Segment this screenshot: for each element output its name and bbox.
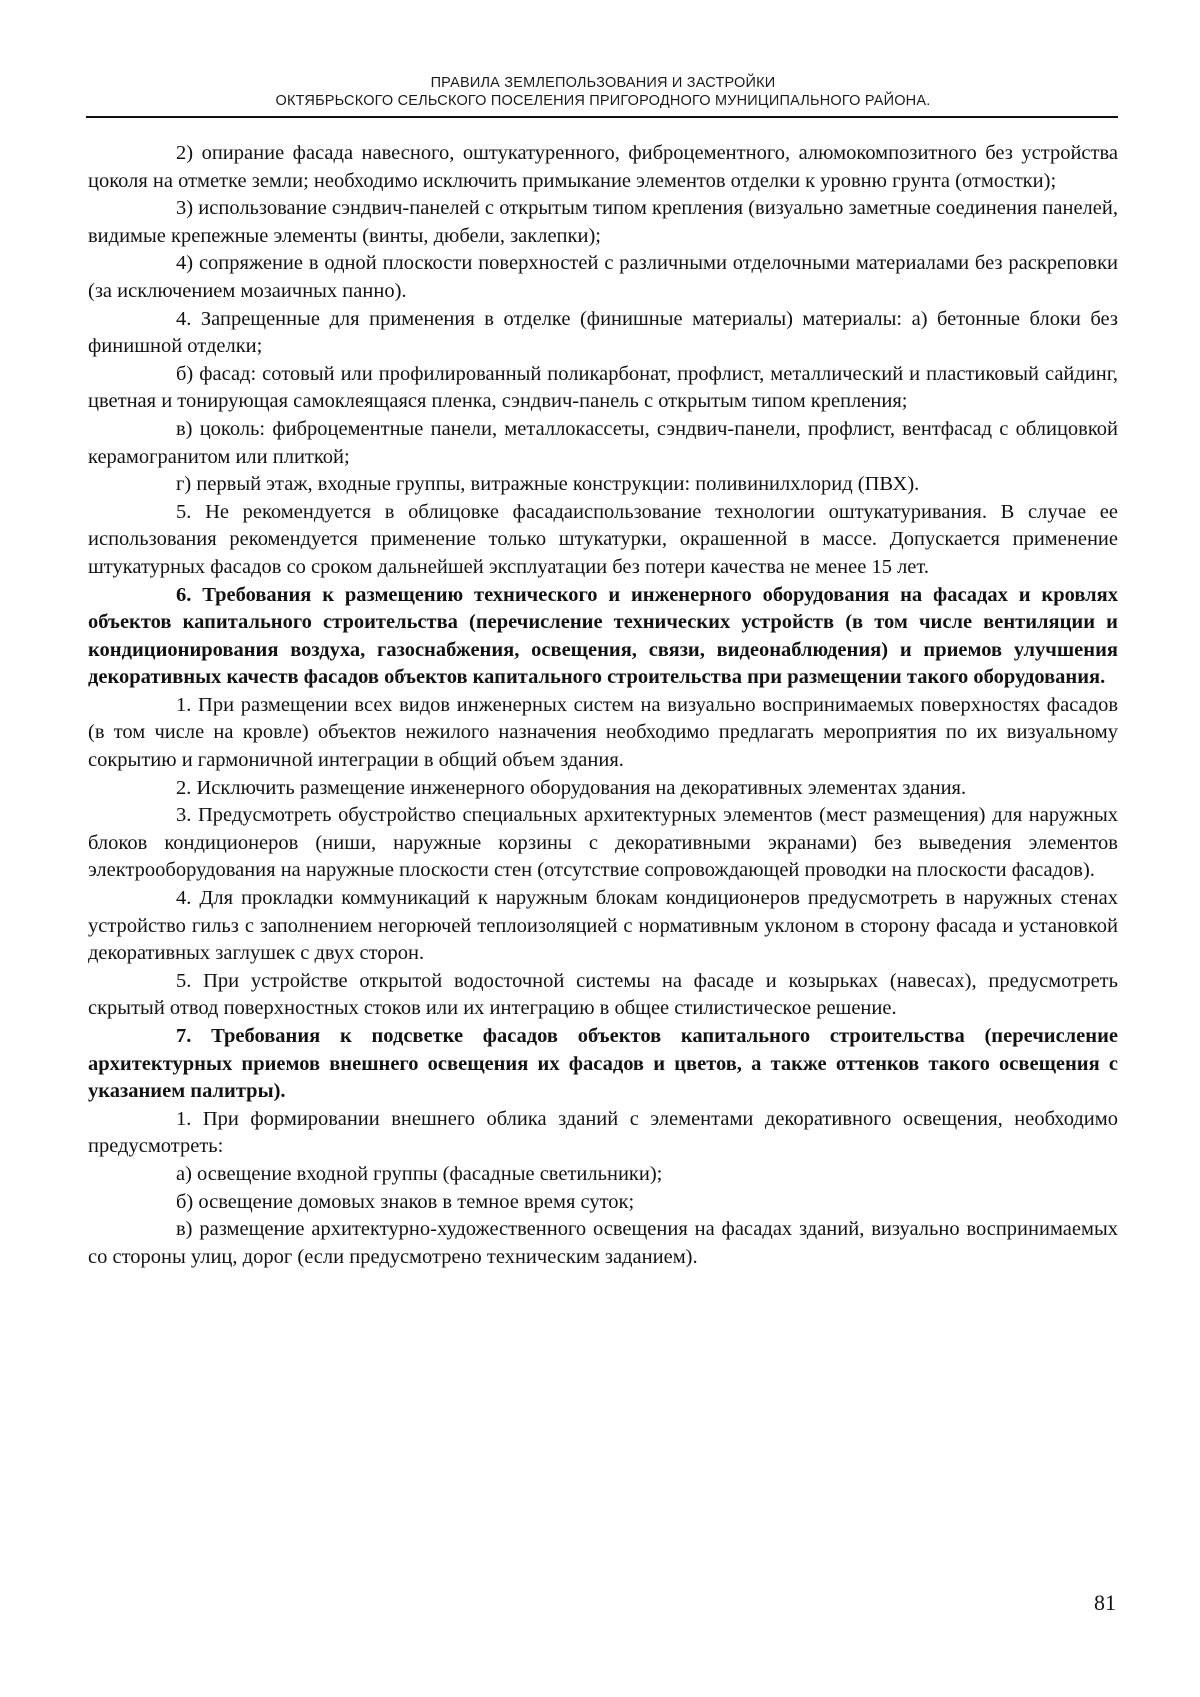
paragraph: г) первый этаж, входные группы, витражные конструкции: поливинилхлорид (ПВХ). [176,473,920,496]
paragraph: 2. Исключить размещение инженерного оборудования на декоративных элементах здания. [176,776,967,799]
paragraph: 1. При формировании внешнего облика зданий с элементами декоративного освещения, необходимо предусмотреть: [88,1107,1118,1158]
paragraph: 4. Для прокладки коммуникаций к наружным блокам кондиционеров предусмотреть в наружных стенах устройство гильз с заполнением негорючей теплоизоляцией с нормативным уклоном в сторону фасада и установкой декоративных заглушек с двух сторон. [88,887,1118,965]
paragraph: 4) сопряжение в одной плоскости поверхностей с различными отделочными материалами без раскреповки (за исключением мозаичных панно). [88,252,1118,302]
paragraph: в) цоколь: фиброцементные панели, металлокассеты, сэндвич-панели, профлист, вентфасад с облицовкой керамогранитом или плиткой; [88,417,1118,468]
header-line-1: ПРАВИЛА ЗЕМЛЕПОЛЬЗОВАНИЯ И ЗАСТРОЙКИ [430,75,776,91]
section-heading: 7. Требования к подсветке фасадов объектов капитального строительства (перечисление архитектурных приемов внешнего освещения их фасадов и цветов, а также оттенков такого освещения с указанием палитры). [88,1025,1118,1103]
paragraph: б) освещение домовых знаков в темное время суток; [176,1190,635,1213]
running-header [88,74,1118,110]
paragraph: 3) использование сэндвич-панелей с открытым типом крепления (визуально заметные соединения панелей, видимые крепежные элементы (винты, дюбели, заклепки); [88,197,1118,247]
paragraph: 5. Не рекомендуется в облицовке фасадаиспользование технологии оштукатуривания. В случае ее использования рекомендуется применение только штукатурки, окрашенной в массе. Допускается применение штукатурных фасадов со сроком дальнейшей эксплуатации без потери качества не менее 15 лет. [88,500,1118,578]
paragraph: а) освещение входной группы (фасадные светильники); [176,1162,663,1185]
header-divider [86,116,1118,118]
paragraph: б) фасад: сотовый или профилированный поликарбонат, профлист, металлический и пластиковый сайдинг, цветная и тонирующая самоклеящаяся пленка, сэндвич-панель с открытым типом крепления; [88,362,1118,413]
section-heading: 6. Требования к размещению технического и инженерного оборудования на фасадах и кровлях объектов капитального строительства (перечисление технических устройств (в том числе вентиляции и кондиционирования воздуха, газоснабжения, освещения, связи, видеонаблюдения) и приемов улучшения декоративных качеств фасадов объектов капитального строительства при размещении такого оборудования. [88,583,1118,689]
paragraph: 1. При размещении всех видов инженерных систем на визуально воспринимаемых поверхностях фасадов (в том числе на кровле) объектов нежилого назначения необходимо предлагать мероприятия по их визуальному сокрытию и гармоничной интеграции в общий объем здания. [88,693,1118,772]
paragraph: 2) опирание фасада навесного, оштукатуренного, фиброцементного, алюмокомпозитного без устройства цоколя на отметке земли; необходимо исключить примыкание элементов отделки к уровню грунта (отмостки); [88,142,1118,192]
header-line-2: ОКТЯБРЬСКОГО СЕЛЬСКОГО ПОСЕЛЕНИЯ ПРИГОРОДНОГО МУНИЦИПАЛЬНОГО РАЙОНА. [275,93,931,109]
paragraph: в) размещение архитектурно-художественного освещения на фасадах зданий, визуально воспринимаемых со стороны улиц, дорог (если предусмотрено техническим заданием). [88,1218,1118,1268]
paragraph: 5. При устройстве открытой водосточной системы на фасаде и козырьках (навесах), предусмотреть скрытый отвод поверхностных стоков или их интеграцию в общее стилистическое решение. [88,969,1118,1020]
paragraph: 4. Запрещенные для применения в отделке (финишные материалы) материалы: а) бетонные блоки без финишной отделки; [88,307,1118,358]
page-number: 81 [1094,1590,1116,1615]
paragraph: 3. Предусмотреть обустройство специальных архитектурных элементов (мест размещения) для наружных блоков кондиционеров (ниши, наружные корзины с декоративными экранами) без выведения элементов электрооборудования на наружные плоскости стен (отсутствие сопровождающей проводки на плоскости фасадов). [88,804,1118,882]
document-body [88,140,1118,1271]
